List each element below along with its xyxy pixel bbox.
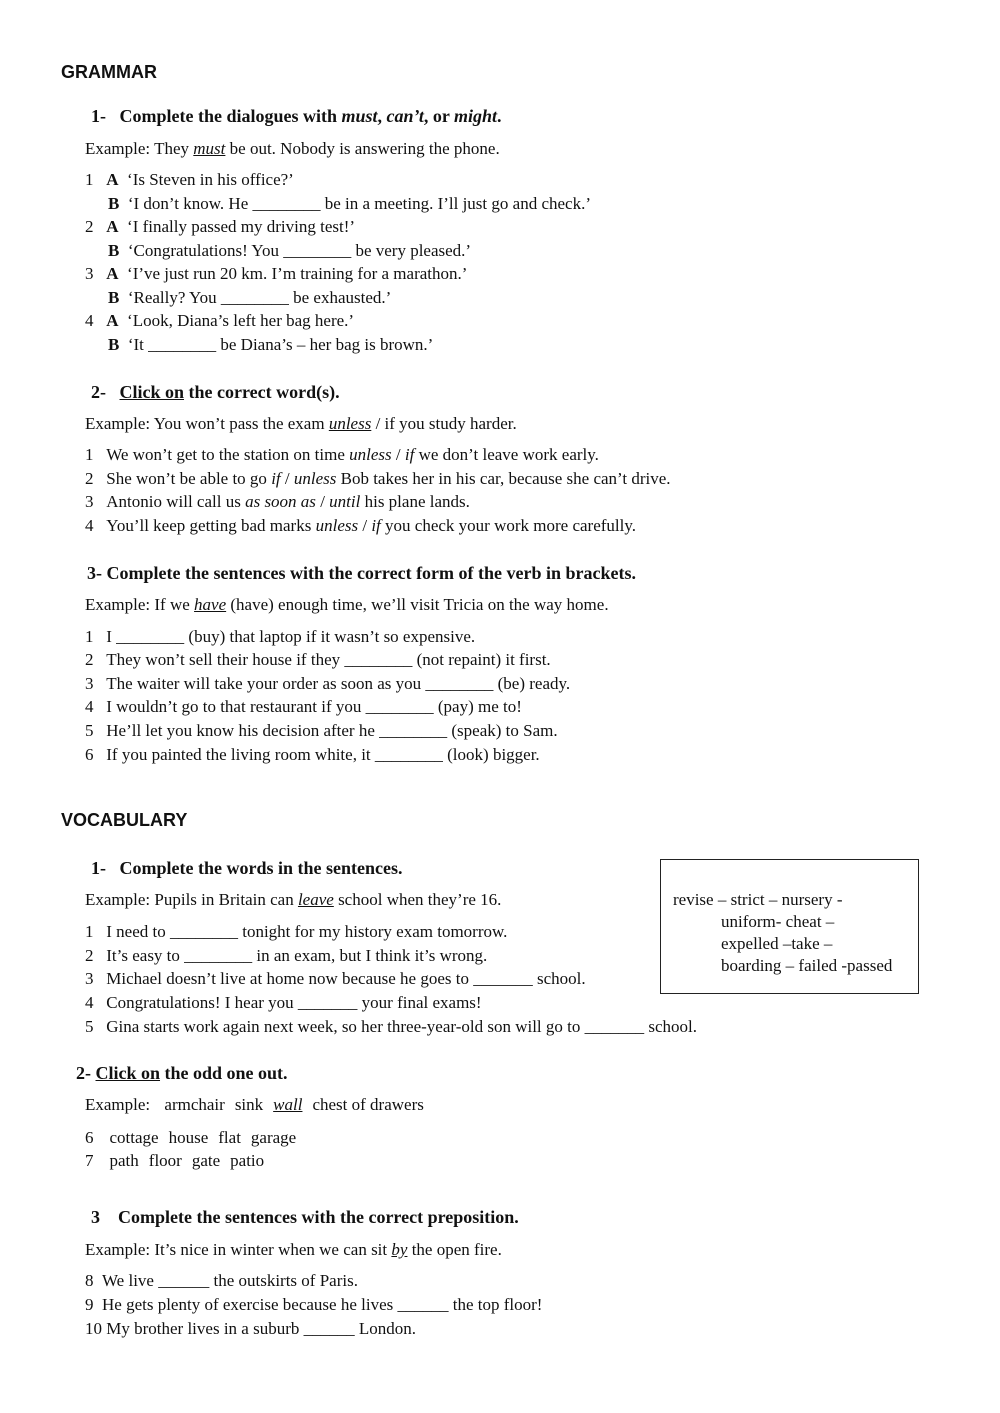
grammar-task2-example: Example: You won’t pass the exam unless / if you study harder. <box>85 414 517 433</box>
grammar-task2-title: 2- Click on the correct word(s). <box>91 382 340 402</box>
word-box-line: expelled –take – <box>721 934 833 953</box>
vocab-task1-title: 1- Complete the words in the sentences. <box>91 858 403 878</box>
choice-option[interactable]: unless <box>349 445 392 464</box>
vocab-task2-title: 2- Click on the odd one out. <box>76 1063 288 1083</box>
choice-sentence-2: 2 She won’t be able to go if / unless Bob takes her in his car, because she can’t drive. <box>85 469 671 488</box>
dialogue-2-b: B ‘Congratulations! You ________ be very pleased.’ <box>108 241 472 260</box>
dialogue-4-b: B ‘It ________ be Diana’s – her bag is brown.’ <box>108 335 434 354</box>
vocab-task2-example: Example: armchair sink wall chest of drawers <box>85 1095 424 1114</box>
grammar-task1-example: Example: They must be out. Nobody is answering the phone. <box>85 139 500 158</box>
grammar-task3-example: Example: If we have (have) enough time, we’ll visit Tricia on the way home. <box>85 595 609 614</box>
preposition-sentence-9: 9 He gets plenty of exercise because he lives ______ the top floor! <box>85 1295 543 1314</box>
odd-word[interactable]: cottage <box>109 1128 159 1147</box>
choice-option[interactable]: if <box>271 469 281 488</box>
grammar-heading: GRAMMAR <box>61 62 157 82</box>
choice-option[interactable]: as soon as <box>245 492 316 511</box>
verb-sentence-4: 4 I wouldn’t go to that restaurant if you ________ (pay) me to! <box>85 697 522 716</box>
preposition-sentence-10: 10 My brother lives in a suburb ______ London. <box>85 1319 416 1338</box>
choice-option[interactable]: unless <box>315 516 359 535</box>
choice-option[interactable]: if <box>371 516 381 535</box>
word-box <box>660 859 919 994</box>
choice-option[interactable]: until <box>329 492 361 511</box>
vocab-task1-example: Example: Pupils in Britain can leave school when they’re 16. <box>85 890 502 909</box>
odd-one-out-7: 7 path floor gate patio <box>85 1151 265 1170</box>
odd-word[interactable]: gate <box>191 1151 221 1170</box>
choice-sentence-3: 3 Antonio will call us as soon as / until his plane lands. <box>85 492 470 511</box>
preposition-sentence-8: 8 We live ______ the outskirts of Paris. <box>85 1271 358 1290</box>
verb-sentence-6: 6 If you painted the living room white, it ________ (look) bigger. <box>85 745 540 764</box>
word-sentence-5: 5 Gina starts work again next week, so her three-year-old son will go to _______ school. <box>85 1017 697 1036</box>
vocab-task3-example: Example: It’s nice in winter when we can sit by the open fire. <box>85 1240 502 1259</box>
choice-sentence-1: 1 We won’t get to the station on time unless / if we don’t leave work early. <box>85 445 599 464</box>
odd-word[interactable]: garage <box>250 1128 297 1147</box>
grammar-task1-title: 1- Complete the dialogues with must, can’t, or might. <box>91 106 502 126</box>
odd-word[interactable]: patio <box>230 1151 265 1170</box>
choice-option[interactable]: unless <box>293 469 337 488</box>
dialogue-1-b: B ‘I don’t know. He ________ be in a meeting. I’ll just go and check.’ <box>108 194 591 213</box>
word-sentence-4: 4 Congratulations! I hear you _______ your final exams! <box>85 993 482 1012</box>
word-box-line: boarding – failed -passed <box>721 956 893 975</box>
grammar-task3-title: 3- Complete the sentences with the correct form of the verb in brackets. <box>87 563 637 583</box>
odd-word[interactable]: flat <box>218 1128 241 1147</box>
vocab-task3-title: 3 Complete the sentences with the correct preposition. <box>91 1207 519 1227</box>
word-box-line: uniform- cheat – <box>721 912 835 931</box>
dialogue-4-a: 4 A ‘Look, Diana’s left her bag here.’ <box>85 311 355 330</box>
odd-word[interactable]: house <box>168 1128 209 1147</box>
word-box-line: revise – strict – nursery - <box>673 890 843 909</box>
odd-word[interactable]: floor <box>148 1151 182 1170</box>
odd-one-out-6: 6 cottage house flat garage <box>85 1128 297 1147</box>
dialogue-3-b: B ‘Really? You ________ be exhausted.’ <box>108 288 392 307</box>
dialogue-1-a: 1 A ‘Is Steven in his office?’ <box>85 170 294 189</box>
dialogue-2-a: 2 A ‘I finally passed my driving test!’ <box>85 217 356 236</box>
choice-option[interactable]: if <box>404 445 415 464</box>
verb-sentence-1: 1 I ________ (buy) that laptop if it wasn’t so expensive. <box>85 627 476 646</box>
word-sentence-1: 1 I need to ________ tonight for my history exam tomorrow. <box>85 922 508 941</box>
verb-sentence-5: 5 He’ll let you know his decision after he ________ (speak) to Sam. <box>85 721 558 740</box>
word-sentence-3: 3 Michael doesn’t live at home now because he goes to _______ school. <box>85 969 586 988</box>
vocabulary-heading: VOCABULARY <box>61 810 188 830</box>
verb-sentence-3: 3 The waiter will take your order as soon as you ________ (be) ready. <box>85 674 571 693</box>
dialogue-3-a: 3 A ‘I’ve just run 20 km. I’m training for a marathon.’ <box>85 264 468 283</box>
word-sentence-2: 2 It’s easy to ________ in an exam, but I think it’s wrong. <box>85 946 488 965</box>
verb-sentence-2: 2 They won’t sell their house if they ________ (not repaint) it first. <box>85 650 551 669</box>
odd-word[interactable]: path <box>109 1151 139 1170</box>
choice-sentence-4: 4 You’ll keep getting bad marks unless / if you check your work more carefully. <box>85 516 636 535</box>
